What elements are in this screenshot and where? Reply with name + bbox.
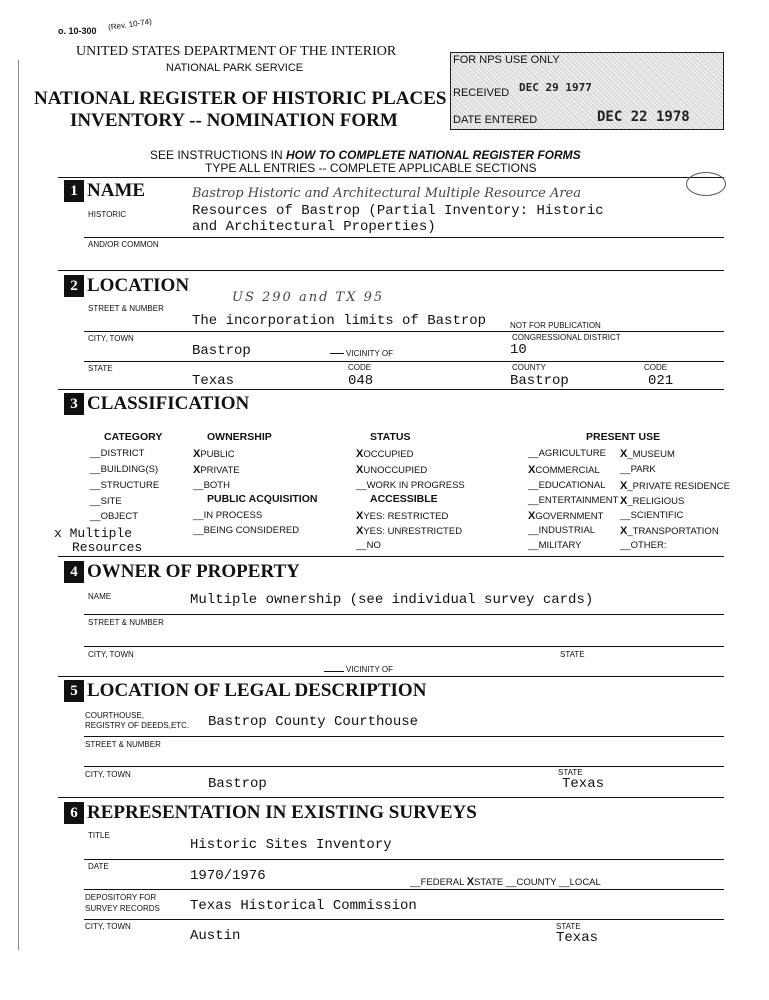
status-unoccupied: XUNOCCUPIED bbox=[356, 464, 428, 476]
owner-street-label: STREET & NUMBER bbox=[88, 618, 164, 627]
not-for-publication-label: NOT FOR PUBLICATION bbox=[510, 321, 601, 330]
common-name-label: AND/OR COMMON bbox=[88, 240, 159, 249]
cat-structure: __STRUCTURE bbox=[90, 480, 160, 491]
date-entered-label: DATE ENTERED bbox=[453, 114, 538, 126]
vicinity-blank bbox=[330, 353, 344, 354]
use-agriculture: __AGRICULTURE bbox=[528, 448, 606, 459]
survey-title-value: Historic Sites Inventory bbox=[190, 837, 392, 853]
section5-title: LOCATION OF LEGAL DESCRIPTION bbox=[87, 680, 427, 701]
state-label: STATE bbox=[88, 364, 113, 373]
street-number-label: STREET & NUMBER bbox=[88, 304, 164, 313]
survey-title-rule bbox=[84, 859, 724, 860]
legal-street-rule bbox=[84, 766, 724, 767]
section3-title: CLASSIFICATION bbox=[87, 393, 250, 414]
use-other: __OTHER: bbox=[620, 540, 667, 551]
cat-multiple-resources-line2: Resources bbox=[72, 540, 143, 555]
section1-title: NAME bbox=[87, 180, 146, 201]
use-commercial: XCOMMERCIAL bbox=[528, 464, 600, 476]
form-title-line2: INVENTORY -- NOMINATION FORM bbox=[70, 110, 398, 131]
state-code-value: 048 bbox=[348, 373, 374, 389]
name-handwritten-annotation: Bastrop Historic and Architectural Multiple Resource Area bbox=[192, 186, 581, 201]
courthouse-label-line1: COURTHOUSE, bbox=[85, 711, 144, 720]
location-handwritten-annotation: US 290 and TX 95 bbox=[232, 290, 385, 305]
nps-box-header: FOR NPS USE ONLY bbox=[453, 54, 560, 66]
legal-city-label: CITY, TOWN bbox=[85, 770, 131, 779]
section2-title: LOCATION bbox=[87, 275, 190, 296]
owner-city-label: CITY, TOWN bbox=[88, 650, 134, 659]
present-use-heading: PRESENT USE bbox=[586, 431, 661, 443]
owner-vicinity-blank bbox=[324, 671, 344, 672]
cat-buildings: __BUILDING(S) bbox=[90, 464, 159, 475]
section2-top-rule bbox=[58, 270, 724, 271]
state-code-label: CODE bbox=[348, 363, 372, 372]
accessible-heading: ACCESSIBLE bbox=[370, 493, 438, 505]
survey-date-value: 1970/1976 bbox=[190, 868, 266, 884]
status-heading: STATUS bbox=[370, 431, 411, 443]
use-educational: __EDUCATIONAL bbox=[528, 480, 606, 491]
section3-number: 3 bbox=[64, 393, 84, 415]
survey-title-label: TITLE bbox=[88, 831, 110, 840]
survey-date-label: DATE bbox=[88, 862, 109, 871]
section4-number: 4 bbox=[64, 561, 84, 583]
use-military: __MILITARY bbox=[528, 540, 582, 551]
legal-state-label: STATE bbox=[558, 768, 583, 777]
county-code-value: 021 bbox=[648, 373, 674, 389]
use-entertainment: __ENTERTAINMENT bbox=[528, 495, 619, 506]
acc-yes-unrestricted: XYES: UNRESTRICTED bbox=[356, 525, 463, 537]
courthouse-value: Bastrop County Courthouse bbox=[208, 714, 419, 730]
courthouse-label-line2: REGISTRY OF DEEDS,ETC. bbox=[85, 721, 190, 730]
cat-site: __SITE bbox=[90, 496, 122, 507]
use-museum: X_MUSEUM bbox=[620, 448, 675, 460]
section3-top-rule bbox=[58, 389, 724, 390]
survey-state-label: STATE bbox=[556, 922, 581, 931]
instructions-line1: SEE INSTRUCTIONS IN HOW TO COMPLETE NATIONAL REGISTER FORMS bbox=[150, 148, 581, 162]
use-transportation: X_TRANSPORTATION bbox=[620, 525, 719, 537]
public-acquisition-heading: PUBLIC ACQUISITION bbox=[207, 493, 318, 505]
survey-city-label: CITY, TOWN bbox=[85, 922, 131, 931]
depository-value: Texas Historical Commission bbox=[190, 898, 417, 914]
section6-title: REPRESENTATION IN EXISTING SURVEYS bbox=[87, 802, 477, 823]
legal-street-label: STREET & NUMBER bbox=[85, 740, 161, 749]
section2-number: 2 bbox=[64, 275, 84, 297]
service-name: NATIONAL PARK SERVICE bbox=[166, 62, 304, 74]
form-number: o. 10-300 bbox=[58, 26, 97, 36]
historic-name-line1: Resources of Bastrop (Partial Inventory: Historic bbox=[192, 203, 604, 219]
own-private: XPRIVATE bbox=[193, 464, 240, 476]
historic-rule bbox=[84, 237, 724, 238]
received-date-stamp: DEC 29 1977 bbox=[519, 81, 592, 94]
survey-city-value: Austin bbox=[190, 928, 241, 944]
owner-street-rule bbox=[84, 646, 724, 647]
section4-top-rule bbox=[58, 556, 724, 557]
section5-number: 5 bbox=[64, 680, 84, 702]
owner-name-value: Multiple ownership (see individual survey cards) bbox=[190, 592, 594, 608]
department-name: UNITED STATES DEPARTMENT OF THE INTERIOR bbox=[76, 44, 397, 59]
section5-top-rule bbox=[58, 676, 724, 677]
use-scientific: __SCIENTIFIC bbox=[620, 510, 684, 521]
use-religious: X_RELIGIOUS bbox=[620, 495, 685, 507]
section1-top-rule bbox=[58, 177, 724, 178]
instructions-line2: TYPE ALL ENTRIES -- COMPLETE APPLICABLE SECTIONS bbox=[205, 161, 537, 175]
state-value: Texas bbox=[192, 373, 235, 389]
section6-number: 6 bbox=[64, 802, 84, 824]
owner-state-label: STATE bbox=[560, 650, 585, 659]
survey-level-options: __FEDERAL XSTATE __COUNTY __LOCAL bbox=[410, 876, 601, 888]
category-heading: CATEGORY bbox=[104, 431, 163, 443]
county-value: Bastrop bbox=[510, 373, 569, 389]
owner-name-rule bbox=[84, 614, 724, 615]
own-both: __BOTH bbox=[193, 480, 230, 491]
acc-yes-restricted: XYES: RESTRICTED bbox=[356, 510, 449, 522]
left-margin-line bbox=[18, 60, 19, 950]
depository-label-line2: SURVEY RECORDS bbox=[85, 904, 160, 913]
survey-state-value: Texas bbox=[556, 930, 599, 946]
street-rule bbox=[84, 331, 724, 332]
status-occupied: XOCCUPIED bbox=[356, 448, 414, 460]
handwritten-circle-mark bbox=[686, 172, 726, 196]
city-value: Bastrop bbox=[192, 343, 251, 359]
depository-label-line1: DEPOSITORY FOR bbox=[85, 893, 157, 902]
owner-vicinity-label: VICINITY OF bbox=[346, 665, 393, 674]
acc-no: __NO bbox=[356, 540, 381, 551]
cat-district: __DISTRICT bbox=[90, 448, 145, 459]
form-revision: (Rev. 10-74) bbox=[107, 16, 153, 33]
county-code-label: CODE bbox=[644, 363, 668, 372]
historic-name-line2: and Architectural Properties) bbox=[192, 219, 436, 235]
acq-being-considered: __BEING CONSIDERED bbox=[193, 525, 300, 536]
section1-number: 1 bbox=[64, 180, 84, 202]
congressional-district-label: CONGRESSIONAL DISTRICT bbox=[512, 333, 621, 342]
city-town-label: CITY, TOWN bbox=[88, 334, 134, 343]
owner-name-label: NAME bbox=[88, 592, 112, 601]
use-park: __PARK bbox=[620, 464, 656, 475]
depository-rule bbox=[84, 919, 724, 920]
street-value: The incorporation limits of Bastrop bbox=[192, 313, 487, 329]
status-work-in-progress: __WORK IN PROGRESS bbox=[356, 480, 465, 491]
use-government: XGOVERNMENT bbox=[528, 510, 604, 522]
survey-date-rule bbox=[84, 889, 724, 890]
courthouse-rule bbox=[84, 736, 724, 737]
cat-multiple-resources-line1: x Multiple bbox=[54, 526, 133, 541]
county-label: COUNTY bbox=[512, 363, 546, 372]
section6-top-rule bbox=[58, 797, 724, 798]
ownership-heading: OWNERSHIP bbox=[207, 431, 272, 443]
legal-state-value: Texas bbox=[562, 776, 605, 792]
received-label: RECEIVED bbox=[453, 87, 510, 99]
legal-city-value: Bastrop bbox=[208, 776, 267, 792]
date-entered-stamp: DEC 22 1978 bbox=[597, 109, 690, 125]
use-industrial: __INDUSTRIAL bbox=[528, 525, 596, 536]
form-title-line1: NATIONAL REGISTER OF HISTORIC PLACES bbox=[34, 88, 447, 109]
use-private-residence: X_PRIVATE RESIDENCE bbox=[620, 480, 730, 492]
acq-in-process: __IN PROCESS bbox=[193, 510, 263, 521]
section4-title: OWNER OF PROPERTY bbox=[87, 561, 300, 582]
cat-object: __OBJECT bbox=[90, 511, 139, 522]
nps-use-only-box bbox=[450, 52, 724, 130]
vicinity-label: VICINITY OF bbox=[346, 349, 393, 358]
city-rule bbox=[84, 361, 724, 362]
own-public: XPUBLIC bbox=[193, 448, 235, 460]
historic-label: HISTORIC bbox=[88, 210, 127, 219]
congressional-district-value: 10 bbox=[510, 342, 527, 358]
